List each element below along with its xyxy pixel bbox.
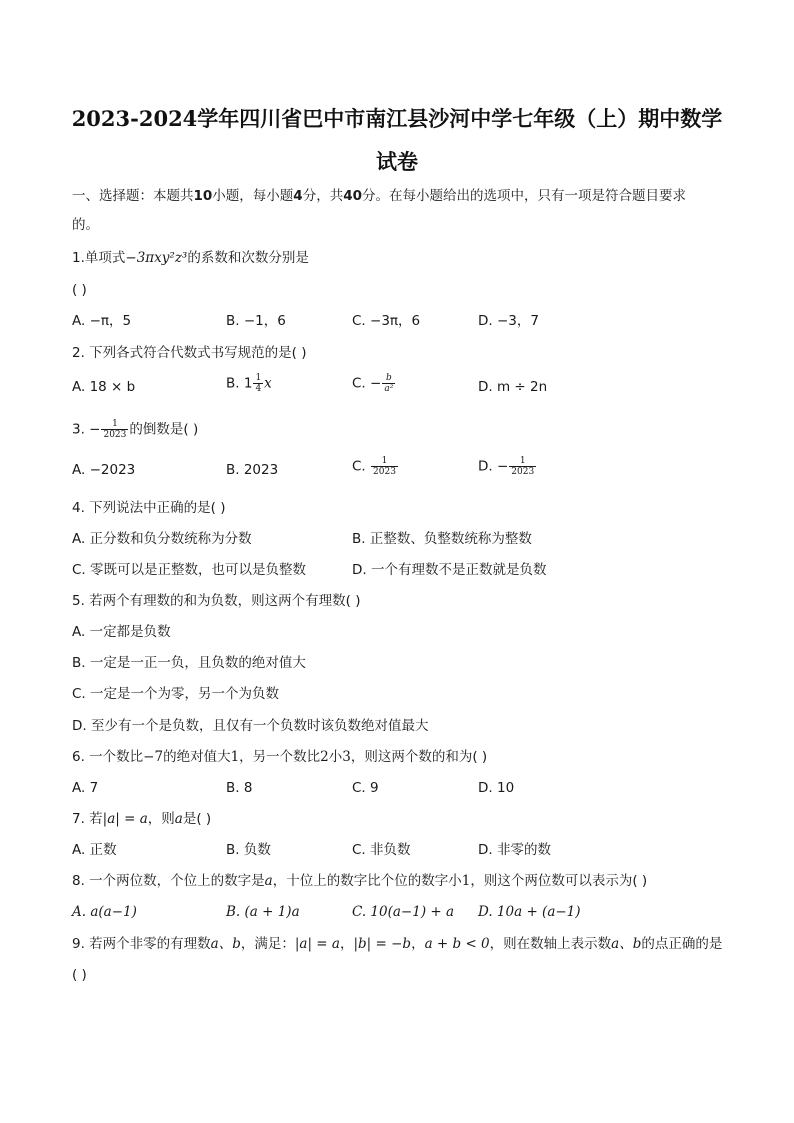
q1-option-b: B. −1，6 — [226, 313, 286, 329]
question-2-stem: 2. 下列各式符合代数式书写规范的是( ) — [72, 345, 307, 361]
question-4-stem: 4. 下列说法中正确的是( ) — [72, 500, 226, 516]
q7-option-b: B. 负数 — [226, 842, 271, 858]
q8-option-c: C. 10(a−1) + a — [352, 904, 455, 920]
q3-option-d: D. − $\frac{1}{2023}$ — [478, 456, 535, 477]
q2-option-c: C. − $\frac{b}{\text{a²}}$ — [352, 373, 394, 394]
question-6-stem: 6. 一个数比−7的绝对值大1，另一个数比2小3，则这两个数的和为( ) — [72, 749, 488, 765]
q5-option-a: A. 一定都是负数 — [72, 624, 171, 640]
q2-option-b: B. 1 $\frac{1}{4}$ x — [226, 373, 272, 394]
q3-option-a: A. −2023 — [72, 462, 136, 478]
q7-option-c: C. 非负数 — [352, 842, 411, 858]
q2-option-d: D. m ÷ 2n — [478, 379, 548, 395]
q3-d-fraction: $\frac{1}{2023}$ — [511, 456, 535, 477]
q2-option-a: A. 18 × b — [72, 379, 136, 395]
q4-option-c: C. 零既可以是正整数，也可以是负整数 — [72, 562, 307, 578]
exam-title-line-2: 试卷 — [376, 149, 418, 174]
question-9-stem: 9. 若两个非零的有理数a、b，满足：|a| = a，|b| = −b，a + b < 0，则在数轴上表示数a、b的点正确的是 — [72, 936, 723, 952]
section-instructions: 一、选择题：本题共10小题，每小题4分，共40分。在每小题给出的选项中，只有一项是符合题目要求 — [72, 188, 686, 204]
q5-option-b: B. 一定是一正一负，且负数的绝对值大 — [72, 655, 306, 671]
q1-option-d: D. −3，7 — [478, 313, 539, 329]
q4-option-d: D. 一个有理数不是正数就是负数 — [352, 562, 547, 578]
q5-option-c: C. 一定是一个为零，另一个为负数 — [72, 686, 280, 702]
q5-option-d: D. 至少有一个是负数，且仅有一个负数时该负数绝对值最大 — [72, 718, 429, 734]
q8-option-d: D. 10a + (a−1) — [478, 904, 581, 920]
question-1-stem: 1.单项式−3πxy²z³的系数和次数分别是 — [72, 250, 309, 266]
q6-option-d: D. 10 — [478, 780, 515, 796]
q6-option-b: B. 8 — [226, 780, 253, 796]
question-3-stem: 3. − $\frac{1}{2023}$ 的倒数是( ) — [72, 419, 199, 440]
section-instructions-cont: 的。 — [72, 217, 99, 233]
q1-option-c: C. −3π，6 — [352, 313, 421, 329]
q7-option-a: A. 正数 — [72, 842, 117, 858]
q3-option-b: B. 2023 — [226, 462, 279, 478]
exam-title-line-1: 2023-2024学年四川省巴中市南江县沙河中学七年级（上）期中数学 — [71, 106, 723, 131]
question-5-stem: 5. 若两个有理数的和为负数，则这两个有理数( ) — [72, 593, 361, 609]
question-9-paren: ( ) — [72, 967, 87, 983]
q2-b-fraction: $\frac{1}{4}$ — [255, 373, 262, 394]
q3-fraction: $\frac{1}{2023}$ — [103, 419, 127, 440]
q6-option-c: C. 9 — [352, 780, 379, 796]
q8-option-b: B. (a + 1)a — [226, 904, 300, 920]
q3-c-fraction: $\frac{1}{2023}$ — [373, 456, 396, 477]
question-7-stem: 7. 若|a| = a，则a是( ) — [72, 811, 212, 827]
q2-c-fraction: $\frac{b}{\text{a²}}$ — [384, 373, 394, 394]
question-8-stem: 8. 一个两位数，个位上的数字是a，十位上的数字比个位的数字小1，则这个两位数可以表示为( ) — [72, 873, 648, 889]
q3-option-c: C. $\frac{1}{2023}$ — [352, 456, 396, 477]
q1-expression: −3πxy²z³ — [125, 250, 188, 266]
q4-option-a: A. 正分数和负分数统称为分数 — [72, 531, 252, 547]
q4-option-b: B. 正整数、负整数统称为整数 — [352, 531, 532, 547]
q7-option-d: D. 非零的数 — [478, 842, 551, 858]
q6-option-a: A. 7 — [72, 780, 99, 796]
question-1-paren: ( ) — [72, 282, 87, 298]
q8-option-a: A. a(a−1) — [72, 904, 137, 920]
q1-option-a: A. −π，5 — [72, 313, 132, 329]
